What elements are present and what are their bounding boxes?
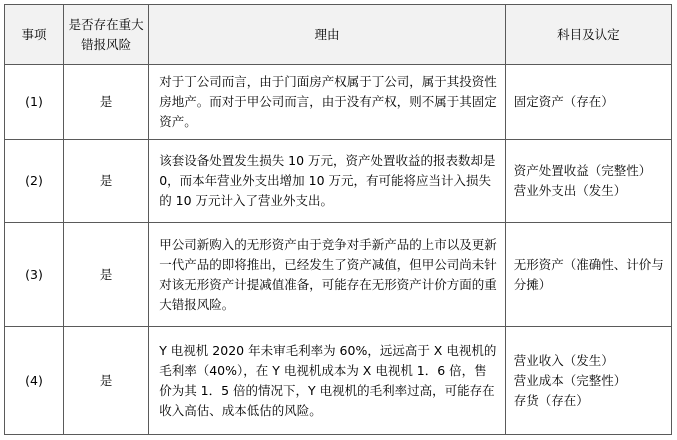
table-header-row [5, 5, 672, 65]
table-row [5, 223, 672, 327]
row-4-item: (4) [5, 327, 64, 435]
header-item: 事项 [5, 5, 64, 65]
row-4-account-line: 营业收入（发生） [513, 352, 614, 368]
row-2-item: (2) [5, 140, 64, 223]
row-4-account-line: 营业成本（完整性） [513, 372, 627, 388]
row-4-account-line: 存货（存在） [513, 392, 589, 408]
table-row [5, 140, 672, 223]
row-2-risk: 是 [64, 140, 149, 223]
row-3-account [505, 223, 671, 327]
row-2-account [505, 140, 671, 223]
row-1-risk: 是 [64, 65, 149, 140]
row-1-reason: 对于丁公司而言，由于门面房产权属于丁公司，属于其投资性房地产。而对于甲公司而言，由于没有产权，则不属于其固定资产。 [149, 65, 506, 140]
row-3-risk: 是 [64, 223, 149, 327]
row-3-account-line: 无形资产（准确性、计价与分摊） [513, 256, 664, 292]
table-row [5, 327, 672, 435]
header-account: 科目及认定 [505, 5, 671, 65]
row-4-reason: Y 电视机 2020 年未审毛利率为 60%，远远高于 X 电视机的毛利率（40%），在 Y 电视机成本为 X 电视机 1．6 倍，售价为其 1．5 倍的情况下，Y 电视机的毛利率过高，可能存在收入高估、成本低估的风险。 [149, 327, 506, 435]
row-3-item: (3) [5, 223, 64, 327]
row-2-account-line: 资产处置收益（完整性） [513, 163, 652, 178]
row-1-item: (1) [5, 65, 64, 140]
audit-risk-table [4, 4, 672, 435]
row-4-risk: 是 [64, 327, 149, 435]
row-4-account [505, 327, 671, 435]
row-2-account-line: 营业外支出（发生） [513, 183, 627, 198]
row-3-reason: 甲公司新购入的无形资产由于竞争对手新产品的上市以及更新一代产品的即将推出，已经发生了资产减值，但甲公司尚未针对该无形资产计提减值准备，可能存在无形资产计价方面的重大错报风险。 [149, 223, 506, 327]
row-1-account-line: 固定资产（存在） [513, 94, 614, 109]
row-2-reason: 该套设备处置发生损失 10 万元，资产处置收益的报表数却是 0，而本年营业外支出增加 10 万元，有可能将应当计入损失的 10 万元计入了营业外支出。 [149, 140, 506, 223]
table-row [5, 65, 672, 140]
header-reason: 理由 [149, 5, 506, 65]
row-1-account [505, 65, 671, 140]
header-risk: 是否存在重大错报风险 [64, 5, 149, 65]
